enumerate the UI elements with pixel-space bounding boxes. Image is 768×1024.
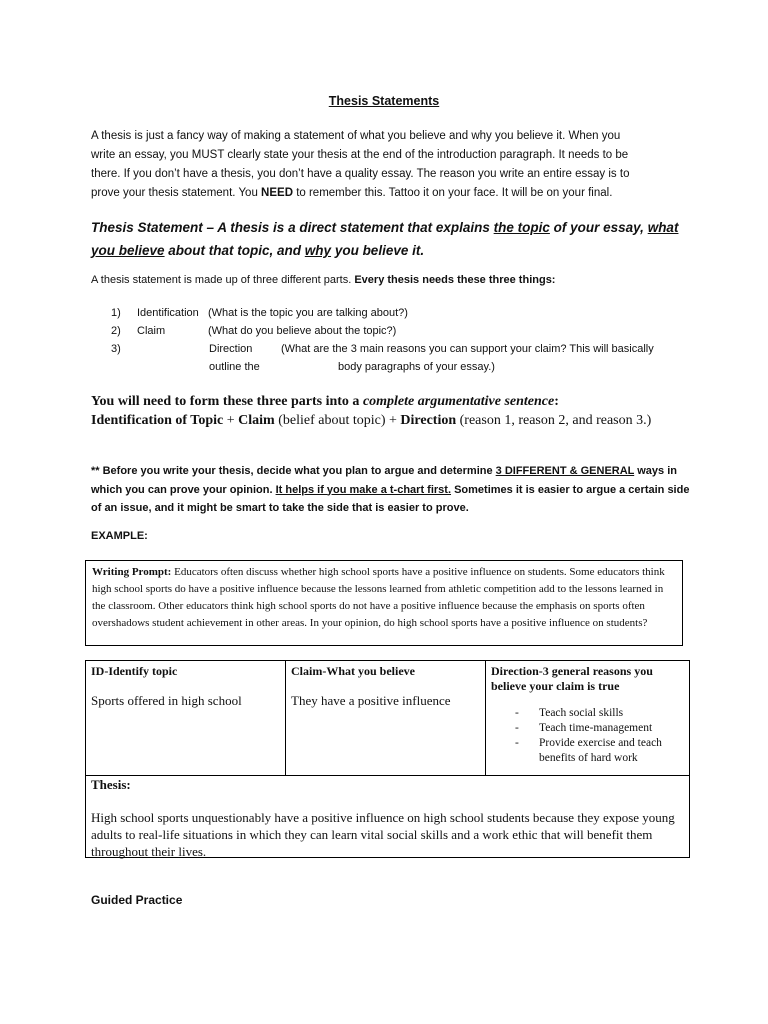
id-value: Sports offered in high school xyxy=(91,693,242,708)
intro-line xyxy=(91,184,681,203)
part-description: (What are the 3 main reasons you can support your claim? This will basically xyxy=(281,343,654,355)
part-description: outline the xyxy=(209,361,260,373)
direction-header: Direction-3 general reasons you believe your claim is true xyxy=(491,664,653,693)
formula-text: (belief about topic) + xyxy=(274,413,401,428)
formula-id: Identification of Topic xyxy=(91,413,224,428)
claim-cell xyxy=(286,661,486,775)
list-item xyxy=(491,706,684,721)
intro-paragraph xyxy=(91,127,681,203)
definition-underline: what xyxy=(647,220,679,235)
formula-direction: Direction xyxy=(400,413,457,428)
definition-underline: you believe xyxy=(91,243,165,258)
note-underline: It helps if you make a t-chart first. xyxy=(275,483,452,496)
parts-intro-bold: Every thesis needs these three things: xyxy=(354,274,556,286)
list-item xyxy=(491,736,684,766)
part-label: Claim xyxy=(137,325,166,337)
formula-italic: complete argumentative sentence xyxy=(362,394,555,409)
prompt-label: Writing Prompt: xyxy=(92,566,172,578)
part-description: (What is the topic you are talking about?) xyxy=(208,307,408,319)
definition-underline: the topic xyxy=(493,220,550,235)
prompt-text: Educators often discuss whether high school sports have a positive influence on students. Some educators think high school sports do have a positive influence because the lessons learned from athletic competition add to the lessons learned in the classroom. Other educators think high school sports do not have a positive influence because the emphasis on sports often overshadows student achievement in other areas. In your opinion, do high school sports have a positive influence on students? xyxy=(92,566,665,629)
writing-prompt-box xyxy=(85,560,683,646)
definition-text: about that topic, and xyxy=(164,243,305,258)
part-description: body paragraphs of your essay.) xyxy=(338,361,495,373)
page-title: Thesis Statements xyxy=(328,94,440,108)
reason-text: Teach social skills xyxy=(539,707,624,719)
definition-text: you believe it. xyxy=(331,243,425,258)
claim-value: They have a positive influence xyxy=(291,693,451,708)
thesis-definition xyxy=(91,216,681,262)
note-underline: 3 DIFFERENT & GENERAL xyxy=(495,465,635,477)
intro-line: write an essay, you MUST clearly state your thesis at the end of the introduction paragraph. It needs to be xyxy=(91,149,629,161)
part-description: (What do you believe about the topic?) xyxy=(208,325,397,337)
part-number: 1) xyxy=(111,307,121,319)
advice-note xyxy=(91,462,691,518)
list-dash: - xyxy=(515,707,519,719)
id-cell xyxy=(86,661,286,775)
part-label: Direction xyxy=(209,343,253,355)
list-item xyxy=(491,721,684,736)
direction-cell xyxy=(486,661,689,775)
parts-intro-text: A thesis statement is made up of three different parts. xyxy=(91,274,355,286)
part-number: 3) xyxy=(111,343,121,355)
reasons-list xyxy=(491,706,684,766)
note-text: ** Before you write your thesis, decide what you plan to argue and determine xyxy=(91,465,496,477)
parts-intro xyxy=(91,274,681,286)
note-text: Sometimes it is easier to argue a certain side of an issue, and it might be smart to take the side that is easier to prove. xyxy=(91,483,690,514)
formula-claim: Claim xyxy=(238,413,275,428)
guided-practice-heading: Guided Practice xyxy=(91,893,183,907)
claim-header: Claim-What you believe xyxy=(291,664,415,678)
list-dash: - xyxy=(515,737,519,749)
formula-line xyxy=(91,413,691,429)
intro-text: prove your thesis statement. You xyxy=(91,187,262,199)
part-number: 2) xyxy=(111,325,121,337)
thesis-row xyxy=(86,775,689,860)
intro-text: to remember this. Tattoo it on your face. It will be on your final. xyxy=(293,187,613,199)
definition-text: Thesis Statement – A thesis is a direct statement that explains xyxy=(91,220,494,235)
reason-text: Provide exercise and teach benefits of hard work xyxy=(539,737,662,764)
thesis-text: High school sports unquestionably have a positive influence on high school students because they expose young adults to real-life situations in which they can learn vital social skills and a work ethic that will benefit them throughout their lives. xyxy=(91,810,675,859)
definition-underline: why xyxy=(304,243,332,258)
example-table xyxy=(85,660,690,858)
intro-emphasis: NEED xyxy=(261,187,293,199)
thesis-label: Thesis: xyxy=(91,777,131,792)
id-header: ID-Identify topic xyxy=(91,664,178,678)
reason-text: Teach time-management xyxy=(539,722,653,734)
formula-text: : xyxy=(554,394,559,409)
intro-line: A thesis is just a fancy way of making a statement of what you believe and why you believe it. When you xyxy=(91,130,621,142)
formula-heading xyxy=(91,394,691,410)
formula-text: (reason 1, reason 2, and reason 3.) xyxy=(456,413,652,428)
formula-plus: + xyxy=(223,413,239,428)
intro-line: there. If you don’t have a thesis, you don’t have a quality essay. The reason you write an entire essay is to xyxy=(91,168,630,180)
formula-text: You will need to form these three parts into a xyxy=(91,394,363,409)
list-dash: - xyxy=(515,722,519,734)
part-label: Identification xyxy=(137,307,199,319)
note-text: ways in which you can prove your opinion. xyxy=(91,465,677,496)
example-label: EXAMPLE: xyxy=(91,530,148,542)
definition-text: of your essay, xyxy=(549,220,648,235)
